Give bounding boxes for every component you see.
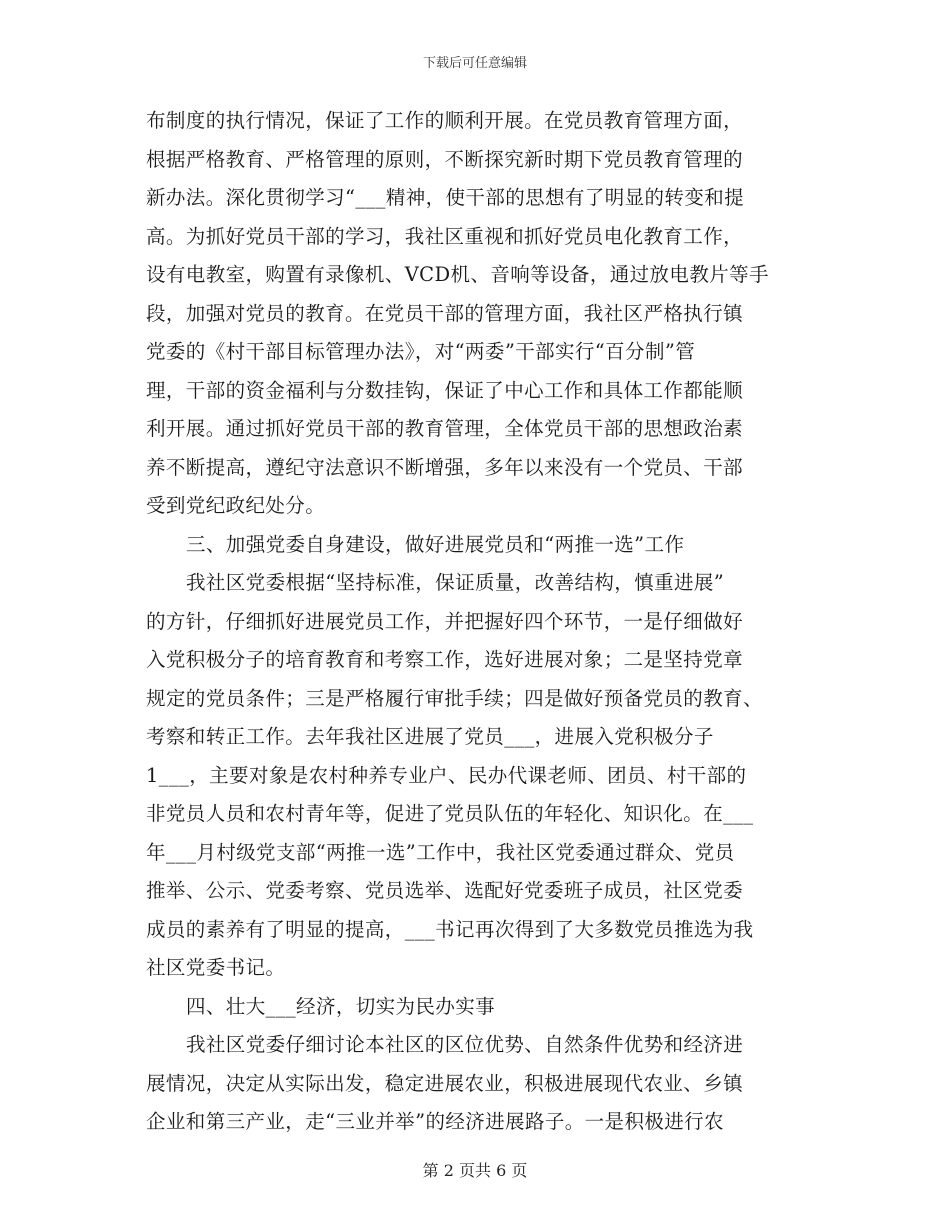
body-line: 入党积极分子的培育教育和考察工作，选好进展对象；二是坚持党章 bbox=[146, 648, 744, 671]
body-line: 利开展。通过抓好党员干部的教育管理，全体党员干部的思想政治素 bbox=[146, 417, 744, 440]
body-line: 党委的《村干部目标管理办法》，对“两委”干部实行“百分制”管 bbox=[146, 340, 696, 363]
body-line: 高。为抓好党员干部的学习，我社区重视和抓好党员电化教育工作， bbox=[146, 224, 744, 248]
body-line: 布制度的执行情况，保证了工作的顺利开展。在党员教育管理方面， bbox=[146, 109, 744, 132]
body-line: 企业和第三产业，走“三业并举”的经济进展路子。一是积极进行农 bbox=[146, 1110, 724, 1133]
body-line: 受到党纪政纪处分。 bbox=[146, 494, 326, 517]
body-line: 养不断提高，遵纪守法意识不断增强，多年以来没有一个党员、干部 bbox=[146, 455, 744, 479]
page-header: 下载后可任意编辑 bbox=[422, 56, 527, 71]
body-line: 新办法。深化贯彻学习“___精神，使干部的思想有了明显的转变和提 bbox=[146, 186, 745, 209]
body-line: 段，加强对党员的教育。在党员干部的管理方面，我社区严格执行镇 bbox=[146, 301, 744, 325]
body-line: 四、壮大___经济，切实为民办实事 bbox=[186, 994, 496, 1018]
body-line: 推举、公示、党委考察、党员选举、选配好党委班子成员，社区党委 bbox=[146, 879, 744, 902]
body-line: 社区党委书记。 bbox=[146, 956, 286, 979]
body-line: 非党员人员和农村青年等，促进了党员队伍的年轻化、知识化。在___ bbox=[146, 802, 754, 825]
body-line: 年___月村级党支部“两推一选”工作中，我社区党委通过群众、党员 bbox=[146, 840, 735, 864]
body-line: 成员的素养有了明显的提高，___书记再次得到了大多数党员推选为我 bbox=[146, 917, 754, 941]
body-line: 展情况，决定从实际出发，稳定进展农业，积极进展现代农业、乡镇 bbox=[146, 1071, 744, 1095]
body-line: 我社区党委仔细讨论本社区的区位优势、自然条件优势和经济进 bbox=[186, 1033, 744, 1056]
body-line: 规定的党员条件；三是严格履行审批手续；四是做好预备党员的教育、 bbox=[146, 686, 763, 710]
body-line: 我社区党委根据“坚持标准，保证质量，改善结构，慎重进展” bbox=[186, 571, 725, 594]
body-line: 理，干部的资金福利与分数挂钩，保证了中心工作和具体工作都能顺 bbox=[146, 378, 744, 402]
document-body bbox=[146, 102, 806, 1142]
body-line: 设有电教室，购置有录像机、VCD机、音响等设备，通过放电教片等手 bbox=[146, 263, 769, 286]
body-line: 根据严格教育、严格管理的原则，不断探究新时期下党员教育管理的 bbox=[146, 147, 744, 171]
page-footer: 第 2 页共 6 页 bbox=[422, 1161, 528, 1180]
body-line: 考察和转正工作。去年我社区进展了党员___，进展入党积极分子 bbox=[146, 725, 714, 748]
body-line: 的方针，仔细抓好进展党员工作，并把握好四个环节，一是仔细做好 bbox=[146, 609, 744, 633]
body-line: 1___，主要对象是农村种养专业户、民办代课老师、团员、村干部的 bbox=[146, 763, 747, 787]
body-line: 三、加强党委自身建设，做好进展党员和“两推一选”工作 bbox=[186, 532, 685, 556]
